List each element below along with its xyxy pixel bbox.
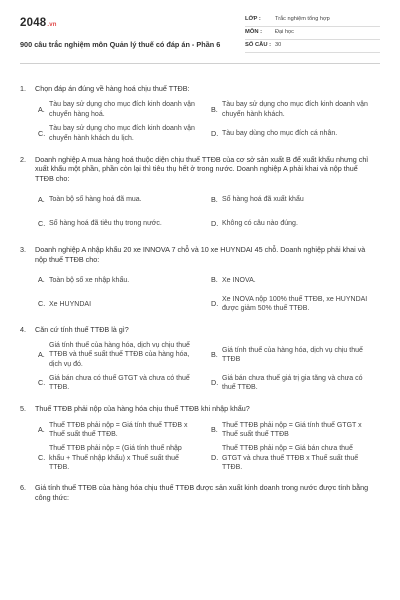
option-text: Thuế TTĐB phải nộp = Giá bán chưa thuế GTGT và chưa thuế TTĐB x Thuế suất thuế TTĐB.	[222, 445, 359, 471]
question-number: 3.	[20, 244, 26, 254]
question-text: Chọn đáp án đúng về hàng hoá chịu thuế TTĐB:	[35, 84, 190, 93]
question-item	[20, 483, 380, 502]
answer-option[interactable]	[38, 124, 207, 144]
question-text: Thuế TTĐB phải nộp của hàng hóa chịu thuế TTĐB khi nhập khẩu?	[35, 404, 250, 414]
option-key: C.	[38, 378, 46, 388]
meta-table	[245, 14, 380, 63]
question-stem	[20, 325, 380, 335]
answer-options	[20, 190, 380, 234]
option-key: D.	[211, 128, 219, 138]
option-key: C.	[38, 299, 46, 309]
answer-options	[20, 100, 380, 144]
question-item	[20, 245, 380, 314]
option-text: Giá bán chưa có thuế GTGT và chưa có thuế TTĐB.	[49, 374, 190, 392]
meta-row-count	[245, 40, 380, 53]
meta-value: Trắc nghiệm tổng hợp	[275, 16, 330, 23]
option-text: Xe HUYNDAI	[49, 300, 92, 308]
question-text: Doanh nghiệp A nhập khẩu 20 xe INNOVA 7 chỗ và 10 xe HUYNDAI 45 chỗ. Doanh nghiệp phải khai và nộp thuế TTĐB cho:	[35, 244, 366, 264]
option-key: A.	[38, 425, 45, 435]
option-key: B.	[211, 195, 218, 205]
option-text: Số hàng hoá đã tiêu thụ trong nước.	[49, 220, 162, 228]
meta-value: 30	[275, 42, 282, 49]
option-key: C.	[38, 128, 46, 138]
option-text: Thuế TTĐB phải nộp = Giá tính thuế TTĐB x Thuế suất thuế TTĐB.	[49, 421, 188, 439]
option-text: Giá tính thuế của hàng hóa, dịch vụ chịu thuế TTĐB	[222, 346, 363, 364]
option-key: A.	[38, 350, 45, 360]
question-stem	[20, 84, 380, 94]
meta-row-subject	[245, 27, 380, 40]
option-text: Tàu bay sử dụng cho mục đích kinh doanh vận chuyển hành khách du lịch.	[49, 125, 195, 142]
answer-option[interactable]	[211, 420, 380, 440]
option-text: Thuế TTĐB phải nộp = Giá tính thuế GTGT x Thuế suất thuế TTĐB	[222, 421, 362, 439]
option-key: B.	[211, 275, 218, 285]
option-key: C.	[38, 453, 46, 463]
option-text: Giá bán chưa thuế giá trị gia tăng và chưa có thuế TTĐB.	[222, 374, 363, 392]
answer-option[interactable]	[211, 190, 380, 210]
meta-label: SỐ CÂU :	[245, 42, 272, 49]
option-key: A.	[38, 195, 45, 205]
answer-option[interactable]	[211, 124, 380, 144]
answer-options	[20, 341, 380, 393]
option-text: Tàu bay sử dụng cho mục đích kinh doanh vận chuyển hàng hoá.	[49, 101, 195, 118]
option-key: B.	[211, 425, 218, 435]
option-key: B.	[211, 350, 218, 360]
question-text: Doanh nghiệp A mua hàng hoá thuộc diện chịu thuế TTĐB của cơ sở sản xuất B để xuất khẩu nhưng chỉ xuất khẩu một phần, phần còn lại thì tiêu thụ hết ở trong nước. Doanh nghiệp A phải khai và nộp thuế TTĐB cho:	[35, 154, 368, 184]
answer-option[interactable]	[211, 214, 380, 234]
option-key: D.	[211, 453, 219, 463]
option-text: Xe INOVA nộp 100% thuế TTĐB, xe HUYNDAI được giảm 50% thuế TTĐB.	[222, 295, 368, 313]
option-key: B.	[211, 104, 218, 114]
answer-options	[20, 270, 380, 314]
answer-option[interactable]	[38, 270, 207, 290]
question-number: 5.	[20, 404, 26, 414]
option-text: Giá tính thuế của hàng hóa, dịch vụ chịu thuế TTĐB và thuế suất thuế TTĐB của hàng hóa, dịch vụ đó.	[49, 342, 190, 368]
answer-option[interactable]	[38, 444, 207, 472]
question-number: 2.	[20, 154, 26, 164]
option-key: D.	[211, 219, 219, 229]
question-text: Căn cứ tính thuế TTĐB là gì?	[35, 325, 129, 335]
answer-option[interactable]	[211, 270, 380, 290]
option-text: Số hàng hoá đã xuất khẩu	[222, 196, 304, 204]
meta-value: Đại học	[275, 29, 294, 36]
option-text: Thuế TTĐB phải nộp = (Giá tính thuế nhập khẩu + Thuế nhập khẩu) x Thuế suất thuế TTĐB.	[49, 445, 182, 471]
answer-option[interactable]	[38, 190, 207, 210]
question-number: 6.	[20, 483, 26, 493]
question-number: 4.	[20, 325, 26, 335]
question-number: 1.	[20, 84, 26, 93]
option-text: Tàu bay dùng cho mục đích cá nhân.	[222, 130, 338, 137]
answer-option[interactable]	[38, 100, 207, 120]
question-text: Giá tính thuế TTĐB của hàng hóa chịu thuế TTĐB được sản xuất kinh doanh trong nước được tính bằng công thức:	[35, 483, 369, 503]
option-key: A.	[38, 275, 45, 285]
answer-option[interactable]	[211, 341, 380, 369]
meta-row-class	[245, 14, 380, 27]
option-text: Toàn bộ số xe nhập khẩu.	[49, 276, 130, 284]
question-item	[20, 404, 380, 472]
answer-option[interactable]	[211, 373, 380, 393]
site-logo[interactable]	[20, 16, 220, 32]
question-item	[20, 325, 380, 393]
answer-options	[20, 420, 380, 472]
question-item	[20, 155, 380, 234]
answer-option[interactable]	[38, 294, 207, 314]
answer-option[interactable]	[38, 341, 207, 369]
question-stem	[20, 483, 380, 502]
option-text: Xe INOVA.	[222, 276, 256, 284]
answer-option[interactable]	[211, 294, 380, 314]
meta-label: LỚP :	[245, 16, 261, 23]
question-stem	[20, 155, 380, 184]
brand-block	[20, 8, 220, 63]
option-text: Toàn bộ số hàng hoá đã mua.	[49, 196, 142, 204]
logo-main: 2048	[20, 17, 47, 29]
answer-option[interactable]	[38, 373, 207, 393]
answer-option[interactable]	[38, 214, 207, 234]
option-key: D.	[211, 378, 219, 388]
answer-option[interactable]	[211, 444, 380, 472]
option-text: Tàu bay sử dụng cho mục đích kinh doanh vận chuyển hành khách.	[222, 101, 368, 118]
question-item	[20, 84, 380, 144]
option-key: C.	[38, 219, 46, 229]
question-list	[20, 64, 380, 503]
option-key: A.	[38, 104, 45, 114]
logo-suffix: .vn	[47, 22, 57, 28]
option-text: Không có câu nào đúng.	[222, 220, 298, 228]
question-stem	[20, 245, 380, 264]
question-stem	[20, 404, 380, 414]
option-key: D.	[211, 299, 219, 309]
document-title: 900 câu trắc nghiệm môn Quản lý thuế có đáp án - Phần 6	[20, 39, 221, 49]
meta-label: MÔN :	[245, 29, 263, 36]
answer-option[interactable]	[38, 420, 207, 440]
answer-option[interactable]	[211, 100, 380, 120]
document-header	[20, 8, 380, 64]
